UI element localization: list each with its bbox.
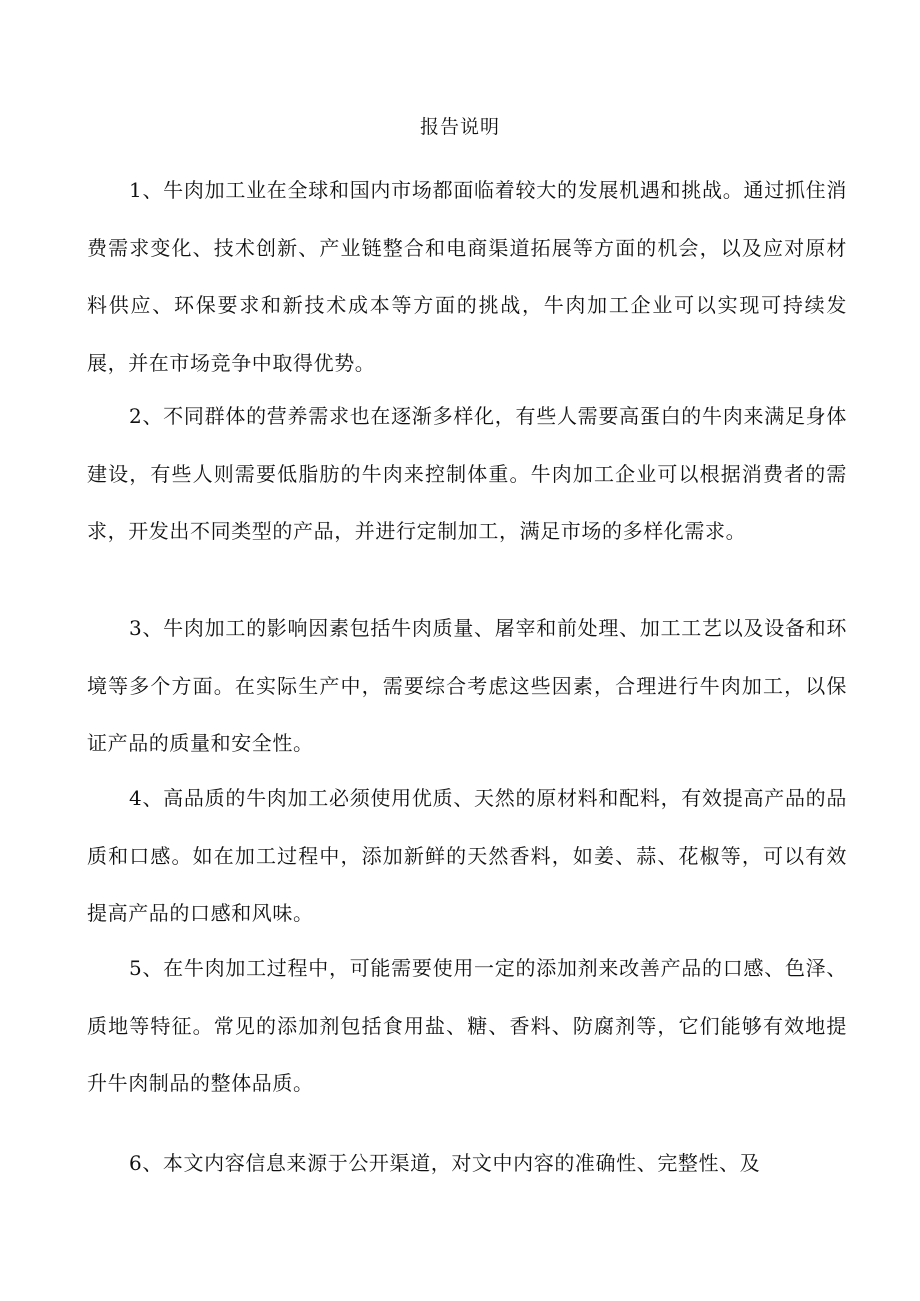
paragraph-3: 3、牛肉加工的影响因素包括牛肉质量、屠宰和前处理、加工工艺以及设备和环境等多个方面。在实际生产中，需要综合考虑这些因素，合理进行牛肉加工，以保证产品的质量和安全性。 — [87, 616, 847, 755]
paragraph-2: 2、不同群体的营养需求也在逐渐多样化，有些人需要高蛋白的牛肉来满足身体建设，有些人则需要低脂肪的牛肉来控制体重。牛肉加工企业可以根据消费者的需求，开发出不同类型的产品，并进行定制加工，满足市场的多样化需求。 — [87, 404, 847, 543]
paragraph-4: 4、高品质的牛肉加工必须使用优质、天然的原材料和配料，有效提高产品的品质和口感。如在加工过程中，添加新鲜的天然香料，如姜、蒜、花椒等，可以有效提高产品的口感和风味。 — [87, 786, 847, 925]
paragraph-6: 6、本文内容信息来源于公开渠道，对文中内容的准确性、完整性、及 — [129, 1151, 761, 1175]
document-title: 报告说明 — [419, 116, 500, 138]
paragraph-5: 5、在牛肉加工过程中，可能需要使用一定的添加剂来改善产品的口感、色泽、质地等特征。常见的添加剂包括食用盐、糖、香料、防腐剂等，它们能够有效地提升牛肉制品的整体品质。 — [87, 956, 847, 1095]
paragraph-1: 1、牛肉加工业在全球和国内市场都面临着较大的发展机遇和挑战。通过抓住消费需求变化、技术创新、产业链整合和电商渠道拓展等方面的机会，以及应对原材料供应、环保要求和新技术成本等方面的挑战，牛肉加工企业可以实现可持续发展，并在市场竞争中取得优势。 — [87, 178, 847, 375]
